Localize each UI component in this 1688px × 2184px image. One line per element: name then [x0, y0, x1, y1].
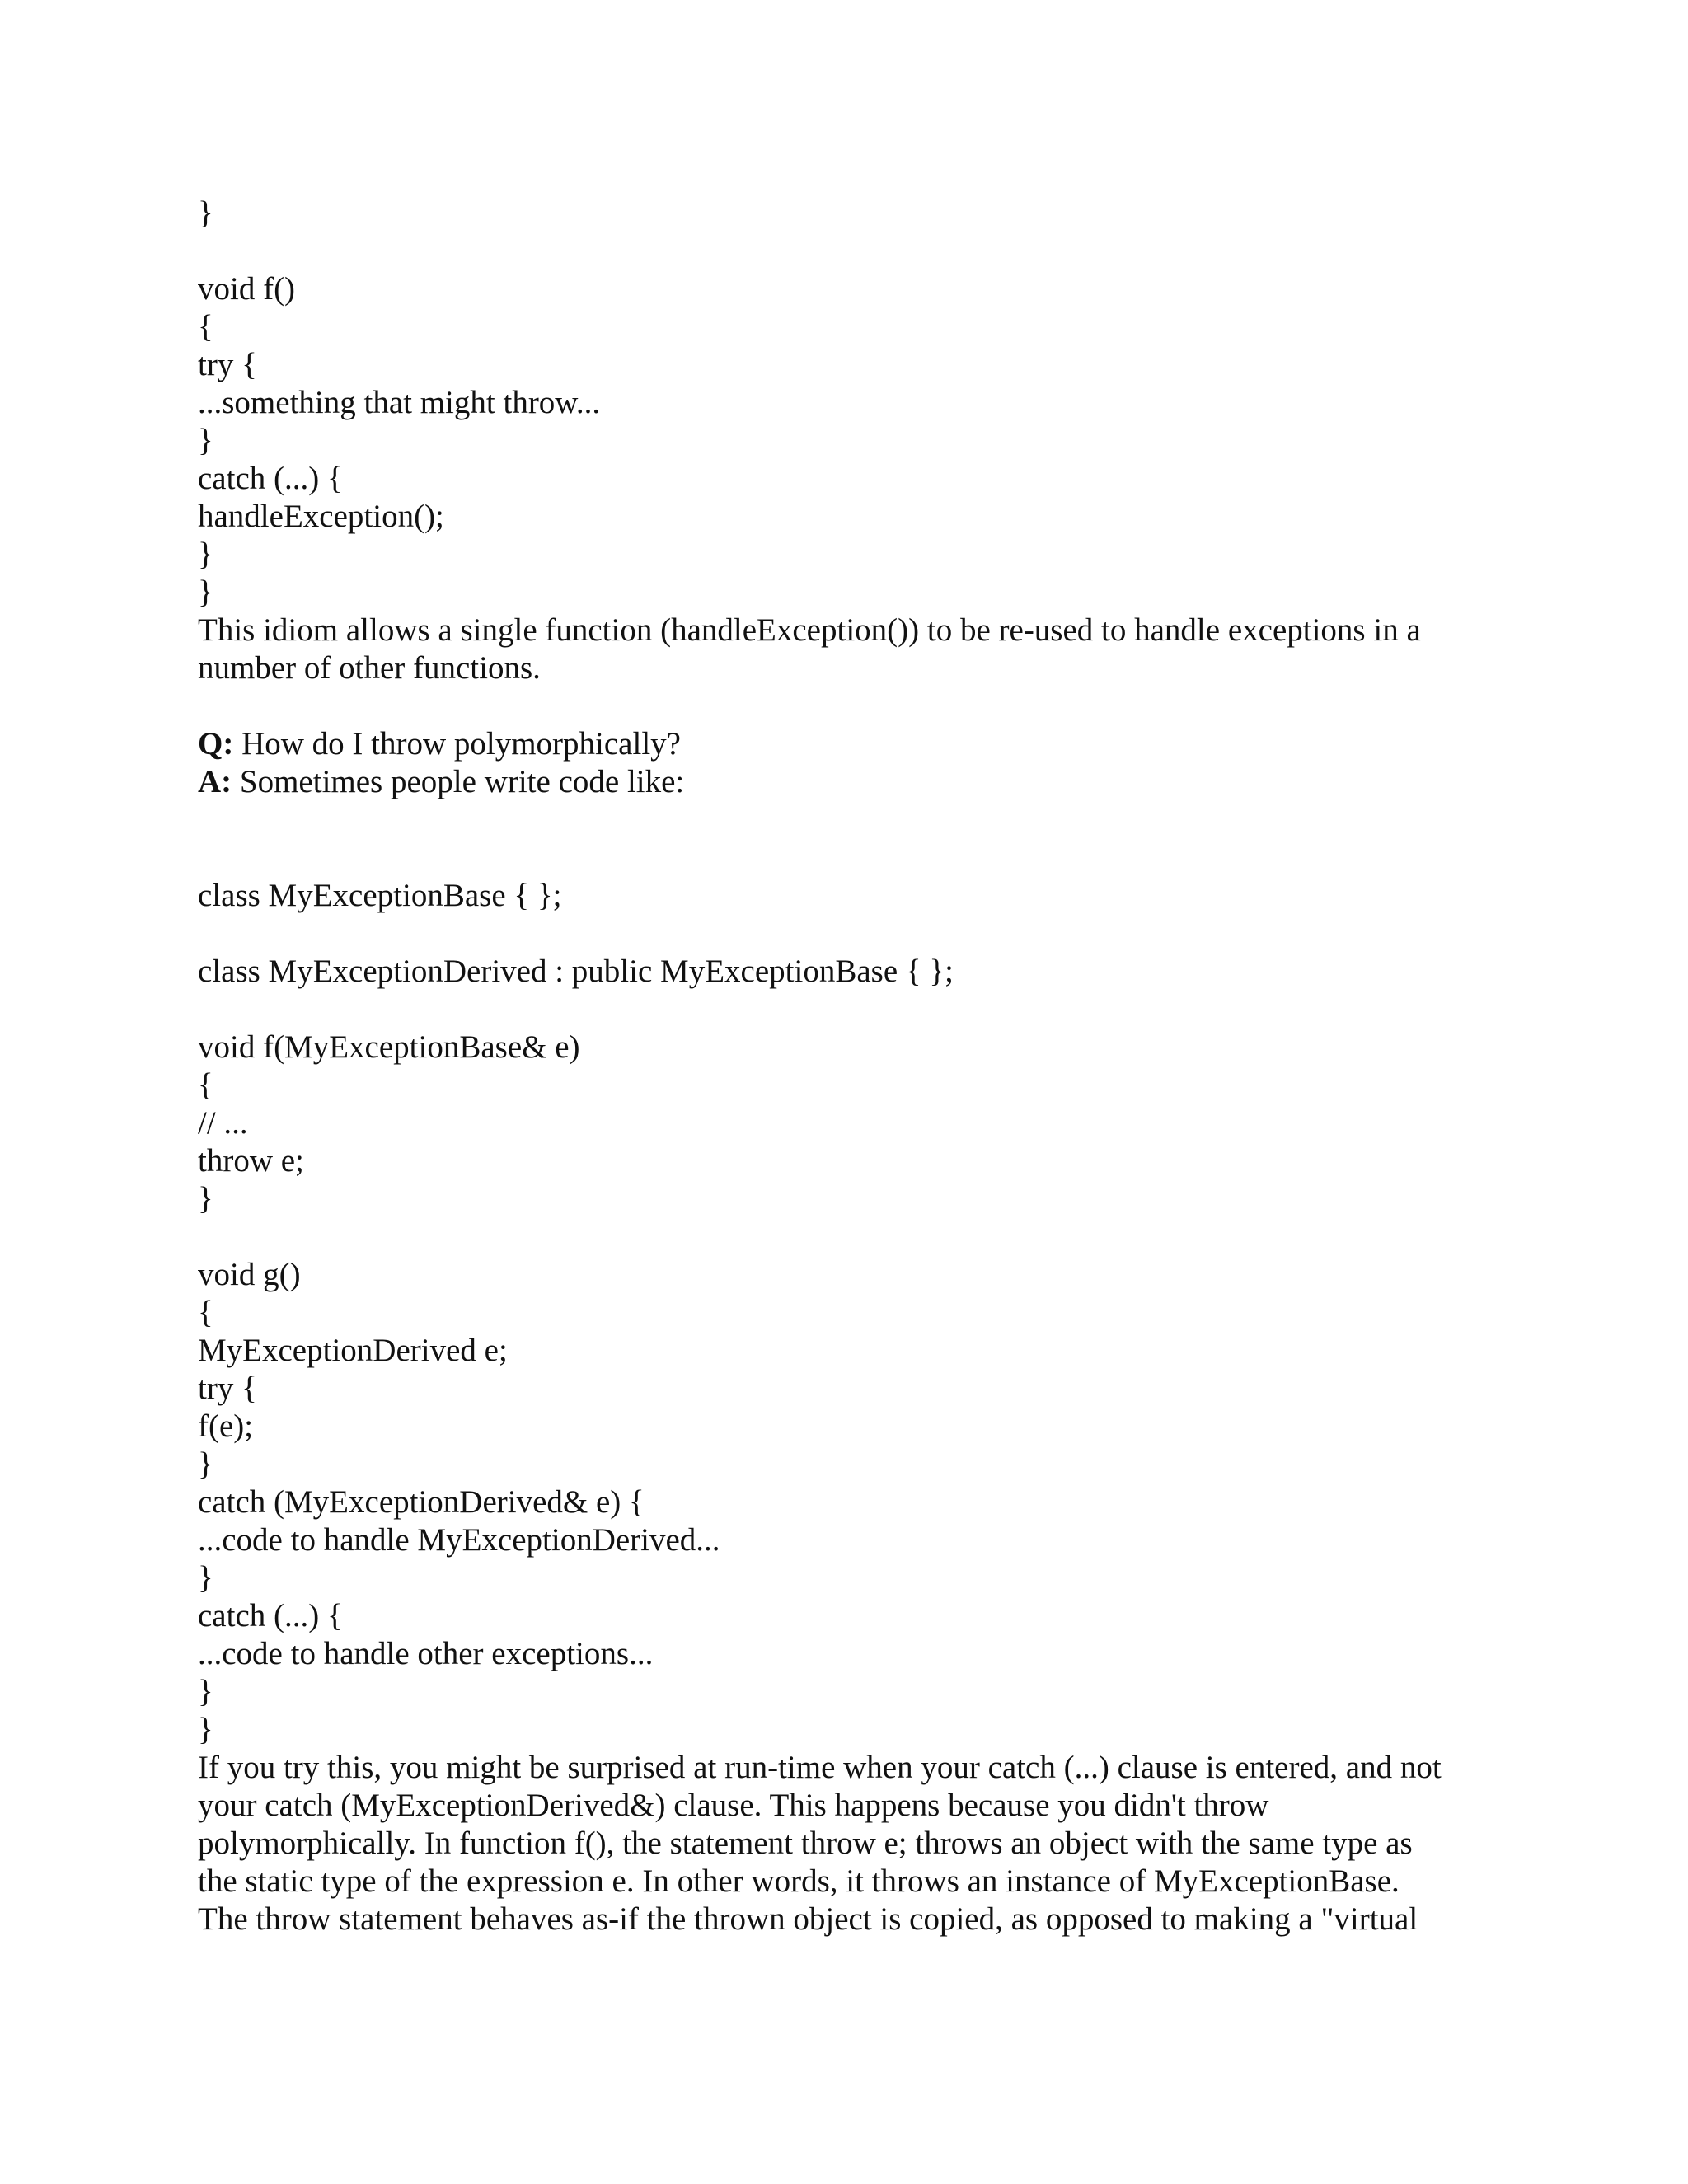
code-line: } — [198, 195, 213, 231]
code-line: f(e); — [198, 1408, 254, 1444]
code-line: void f() — [198, 271, 296, 307]
code-line: } — [198, 1446, 213, 1482]
code-line: } — [198, 1674, 213, 1709]
code-line: ...something that might throw... — [198, 385, 601, 420]
code-line: catch (MyExceptionDerived& e) { — [198, 1484, 645, 1520]
paragraph-line: your catch (MyExceptionDerived&) clause. This happens because you didn't throw — [198, 1788, 1269, 1823]
answer-line — [198, 763, 684, 801]
paragraph-line: This idiom allows a single function (handleException()) to be re-used to handle exceptions in a — [198, 612, 1421, 648]
paragraph-line: the static type of the expression e. In other words, it throws an instance of MyExceptionBase. — [198, 1863, 1400, 1899]
code-line: catch (...) { — [198, 1598, 343, 1633]
code-line: try { — [198, 1371, 257, 1406]
code-line: } — [198, 1560, 213, 1596]
code-line: } — [198, 1712, 213, 1747]
code-line: { — [198, 1067, 213, 1103]
code-line: } — [198, 537, 213, 572]
code-line: // ... — [198, 1105, 248, 1141]
code-line: class MyExceptionDerived : public MyExceptionBase { }; — [198, 954, 954, 989]
paragraph-line: polymorphically. In function f(), the statement throw e; throws an object with the same type as — [198, 1825, 1413, 1861]
answer-text: Sometimes people write code like: — [232, 764, 685, 799]
question-line — [198, 725, 681, 763]
code-line: { — [198, 309, 213, 344]
code-line: } — [198, 1181, 213, 1216]
paragraph-line: The throw statement behaves as-if the thrown object is copied, as opposed to making a "virtual — [198, 1901, 1418, 1937]
paragraph-line: number of other functions. — [198, 650, 541, 686]
code-line: MyExceptionDerived e; — [198, 1333, 508, 1368]
question-label: Q: — [198, 726, 234, 762]
paragraph-line: If you try this, you might be surprised at run-time when your catch (...) clause is entered, and not — [198, 1750, 1442, 1785]
code-line: { — [198, 1295, 213, 1330]
code-line: try { — [198, 347, 257, 382]
code-line: ...code to handle other exceptions... — [198, 1636, 654, 1671]
code-line: void f(MyExceptionBase& e) — [198, 1029, 580, 1065]
answer-label: A: — [198, 764, 232, 799]
code-line: class MyExceptionBase { }; — [198, 878, 562, 913]
code-line: catch (...) { — [198, 461, 343, 496]
question-text: How do I throw polymorphically? — [233, 726, 681, 762]
code-line: ...code to handle MyExceptionDerived... — [198, 1522, 720, 1558]
code-line: handleException(); — [198, 499, 444, 534]
code-line: throw e; — [198, 1143, 304, 1179]
code-line: void g() — [198, 1257, 301, 1292]
code-line: } — [198, 574, 213, 610]
code-line: } — [198, 423, 213, 458]
